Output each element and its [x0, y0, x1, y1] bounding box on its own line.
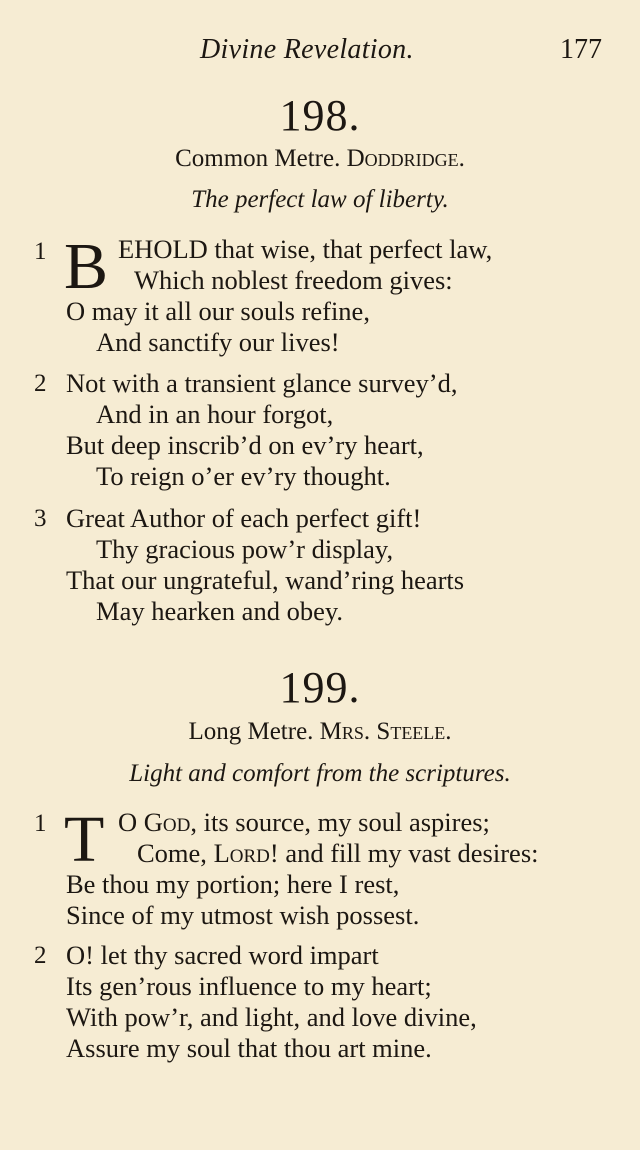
verse-number: 2: [34, 370, 47, 397]
verse-line: Its gen’rous influence to my heart;: [66, 971, 432, 1001]
verse-line: But deep inscrib’d on ev’ry heart,: [66, 430, 424, 460]
verse-line: That our ungrateful, wand’ring hearts: [66, 565, 465, 595]
hymn-meter: Common Metre.: [175, 145, 341, 172]
hymn-meter: Long Metre.: [188, 718, 314, 745]
verse-number: 1: [34, 810, 47, 837]
verse-text: , its source, my soul aspires;: [190, 807, 490, 837]
verse-line: Since of my utmost wish possest.: [66, 900, 420, 930]
verse-line: May hearken and obey.: [96, 596, 343, 626]
verse-number: 1: [34, 238, 47, 265]
verse-line: And sanctify our lives!: [96, 327, 340, 357]
verse-line: O! let thy sacred word impart: [66, 940, 379, 970]
verse-text: ! and fill my vast desires:: [269, 838, 539, 868]
hymn-subtitle: Light and comfort from the scriptures.: [129, 760, 511, 787]
hymn-author: Mrs. Steele.: [319, 718, 452, 745]
page-number: 177: [560, 34, 602, 65]
hymn-subtitle: The perfect law of liberty.: [191, 186, 449, 213]
verse-line: Thy gracious pow’r display,: [96, 534, 394, 564]
hymn-meter-line: [0, 145, 640, 173]
hymn-number: 198.: [279, 91, 361, 140]
verse-text: O: [118, 807, 144, 837]
verse-line: [118, 807, 490, 838]
verse-line: Not with a transient glance survey’d,: [66, 368, 458, 398]
verse-line: Assure my soul that thou art mine.: [66, 1033, 432, 1063]
verse-number: 2: [34, 942, 47, 969]
verse-line: And in an hour forgot,: [96, 399, 334, 429]
verse-line: O may it all our souls refine,: [66, 296, 370, 326]
drop-cap: B: [64, 230, 109, 303]
divine-name: God: [143, 807, 191, 837]
verse-line: With pow’r, and light, and love divine,: [66, 1002, 477, 1032]
running-head: [0, 34, 640, 74]
drop-cap: T: [64, 803, 105, 876]
verse-line: [137, 838, 539, 869]
running-title: Divine Revelation.: [200, 34, 414, 65]
hymn-number: 199.: [279, 663, 361, 712]
hymn-author: Doddridge.: [346, 145, 465, 172]
verse-line: Great Author of each perfect gift!: [66, 503, 422, 533]
verse-line: Be thou my portion; here I rest,: [66, 869, 400, 899]
verse-line: To reign o’er ev’ry thought.: [96, 461, 391, 491]
verse-line: Which noblest freedom gives:: [134, 265, 453, 295]
divine-name: Lord: [213, 838, 270, 868]
verse-line: EHOLD that wise, that perfect law,: [118, 234, 493, 264]
hymn-meter-line: [0, 718, 640, 746]
verse-number: 3: [34, 505, 47, 532]
verse-text: Come,: [137, 838, 214, 868]
